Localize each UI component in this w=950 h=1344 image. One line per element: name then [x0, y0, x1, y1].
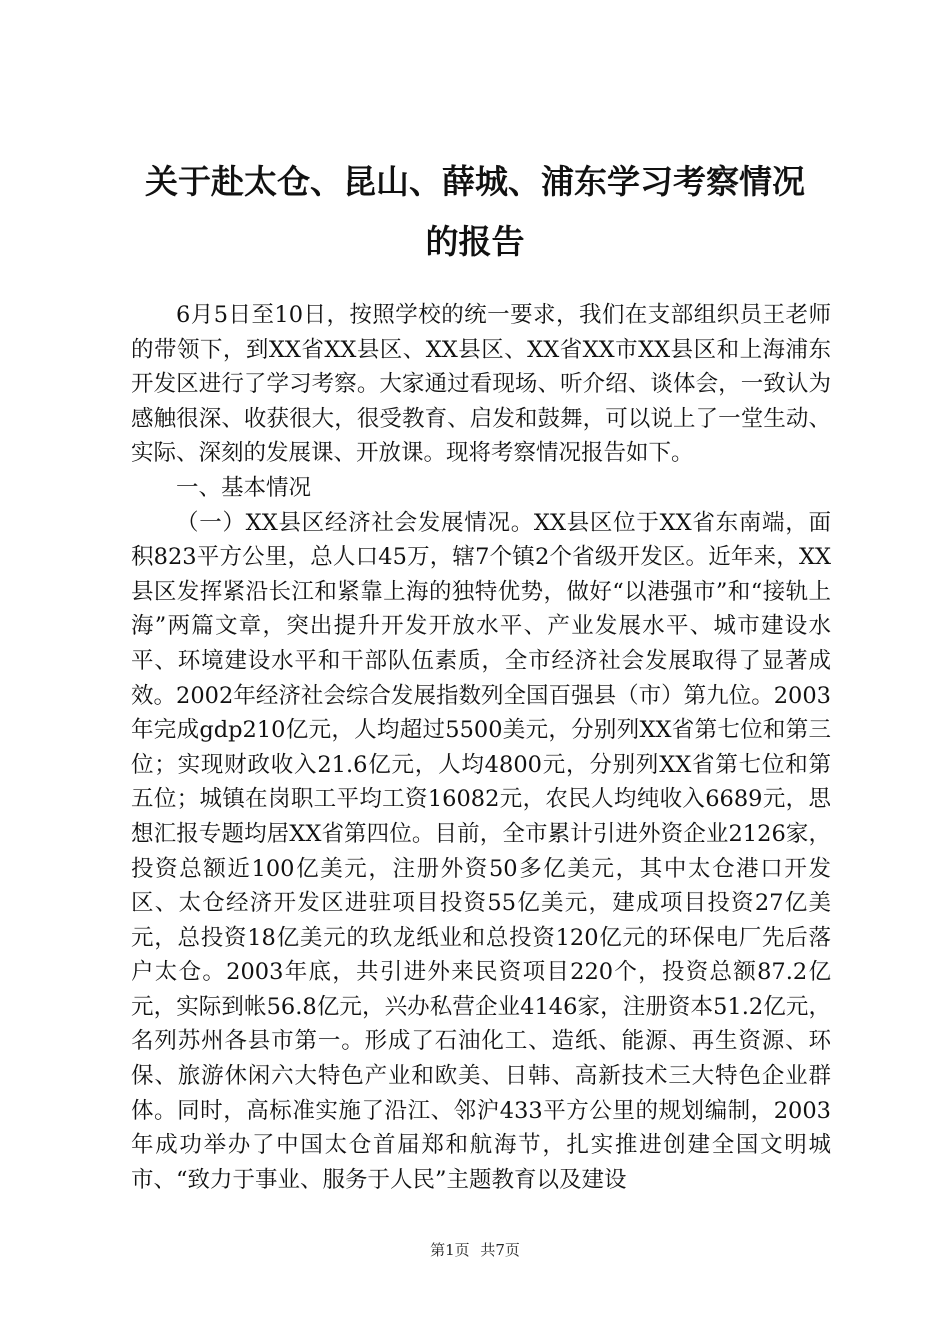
page-footer [0, 1240, 950, 1260]
document-title-line-1: 关于赴太仓、昆山、薛城、浦东学习考察情况 [145, 162, 805, 201]
document-body [131, 298, 831, 1197]
section-heading-basic-situation: 一、基本情况 [176, 474, 312, 501]
page-number-total: 共7页 [480, 1241, 520, 1259]
document-title-line-2: 的报告 [425, 222, 525, 261]
intro-paragraph: 6月5日至10日，按照学校的统一要求，我们在支部组织员王老师的带领下，到XX省XX县区、XX县区、XX省XX市XX县区和上海浦东开发区进行了学习考察。大家通过看现场、听介绍、谈体会，一致认为感触很深、收获很大，很受教育、启发和鼓舞，可以说上了一堂生动、实际、深刻的发展课、开放课。现将考察情况报告如下。 [131, 302, 831, 467]
page-number-current: 第1页 [430, 1241, 470, 1259]
subsection-paragraph-county-development: （一）XX县区经济社会发展情况。XX县区位于XX省东南端，面积823平方公里，总人口45万，辖7个镇2个省级开发区。近年来，XX县区发挥紧沿长江和紧靠上海的独特优势，做好“以港强市”和“接轨上海”两篇文章，突出提升开发开放水平、产业发展水平、城市建设水平、环境建设水平和干部队伍素质，全市经济社会发展取得了显著成效。2002年经济社会综合发展指数列全国百强县（市）第九位。2003年完成gdp210亿元，人均超过5500美元，分别列XX省第七位和第三位；实现财政收入21.6亿元，人均4800元，分别列XX省第七位和第五位；城镇在岗职工平均工资16082元，农民人均纯收入6689元，思想汇报专题均居XX省第四位。目前，全市累计引进外资企业2126家，投资总额近100亿美元，注册外资50多亿美元，其中太仓港口开发区、太仓经济开发区进驻项目投资55亿美元，建成项目投资27亿美元，总投资18亿美元的玖龙纸业和总投资120亿元的环保电厂先后落户太仓。2003年底，共引进外来民资项目220个，投资总额87.2亿元，实际到帐56.8亿元，兴办私营企业4146家，注册资本51.2亿元，名列苏州各县市第一。形成了石油化工、造纸、能源、再生资源、环保、旅游休闲六大特色产业和欧美、日韩、高新技术三大特色企业群体。同时，高标准实施了沿江、邻沪433平方公里的规划编制，2003年成功举办了中国太仓首届郑和航海节，扎实推进创建全国文明城市、“致力于事业、服务于人民”主题教育以及建设 [131, 509, 831, 1193]
